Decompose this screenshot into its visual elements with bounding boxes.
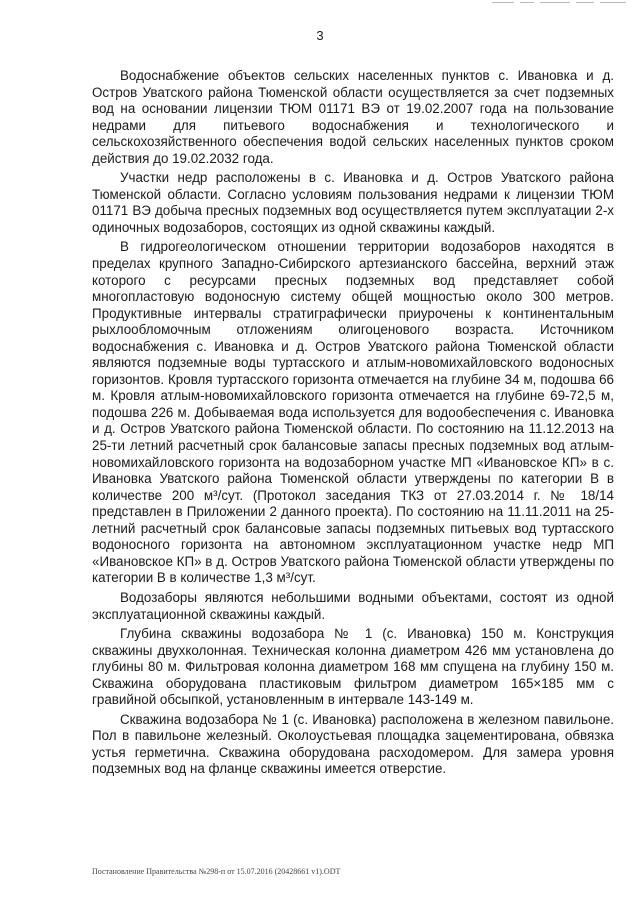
text-line: Уватского района Тюменской области утверждены по категории В в: [159, 471, 614, 487]
text-line: на глубине 69-72,5 м, подошва 226 м. Добываемая вода используется для: [92, 388, 614, 420]
text-line: представлен в Приложении 2 данного проекта). По состоянию на 11.11.2011: [92, 504, 572, 520]
text-line: диаметром 165×185 мм с гравийной обсыпкой, установленным в интервале: [92, 675, 614, 708]
text-line: сроком действия до 19.02.2032 года.: [92, 134, 614, 166]
scan-artifact: [492, 2, 626, 3]
text-line: пользование недрами для питьевого водоснабжения и технологического и: [92, 101, 614, 133]
text-line: расходомером. Для замера уровня подземных вод на фланце скважины: [92, 744, 614, 777]
document-footer: Постановление Правительства №298-п от 15.07.2016 (20428661 v1).ODT: [92, 867, 341, 876]
text-line: подземных вод на основании лицензии ТЮМ 01171 ВЭ от 19.02.2007 года на: [92, 84, 614, 117]
paragraph-hydrogeology: [92, 239, 614, 586]
paragraph-intakes: [92, 590, 614, 623]
document-body: [92, 68, 614, 778]
text-line: водоносных горизонтов. Кровля туртасского горизонта отмечается на глубине: [92, 355, 614, 387]
text-line: Скважина водозабора № 1 (с. Ивановка) расположена в железном: [120, 711, 540, 727]
text-line: В гидрогеологическом отношении территории водозаборов находятся в: [120, 239, 614, 255]
text-line: рыхлообломочным отложениям олигоценового возраста. Источником: [92, 322, 614, 338]
text-line: Участки недр расположены в с. Ивановка и д. Остров Уватского района: [120, 170, 614, 186]
text-line: одной эксплуатационной скважины каждый.: [92, 589, 614, 622]
paragraph-subsoil-plots: [92, 170, 614, 236]
text-line: этаж которого с ресурсами пресных подземных вод представляет собой: [92, 256, 614, 288]
text-line: 34 м, подошва 66 м. Кровля атлым-новомихайловского горизонта отмечается: [92, 371, 614, 404]
text-line: многопластовую водоносную систему общей мощностью около 300 метров.: [92, 289, 614, 305]
text-line: недр МП «Ивановское КП» в д. Остров Уватского района Тюменской области: [92, 537, 614, 569]
text-line: количестве 200 м³/сут. (Протокол заседания ТКЗ от 27.03.2014 г. № 18/14: [92, 487, 614, 503]
text-line: на 25-летний расчетный срок балансовые запасы подземных питьевых вод: [92, 504, 614, 536]
text-line: области. По состоянию на 11.12.2013 на 25-ти летний расчетный срок: [92, 421, 614, 454]
paragraph-well-depth: [92, 626, 614, 709]
text-line: 143-149 м.: [407, 692, 474, 708]
text-line: водообеспечения с. Ивановка и д. Остров Уватского района Тюменской: [92, 404, 614, 437]
text-line: имеется отверстие.: [324, 761, 447, 777]
text-line: зацементирована, обвязка устья герметична. Скважина оборудована: [92, 728, 614, 760]
text-line: Тюменской области. Согласно условиям пользования недрами к лицензии: [92, 186, 575, 202]
page-number: 3: [316, 28, 324, 43]
text-line: водоснабжения с. Ивановка и д. Остров Уватского района Тюменской области: [92, 338, 614, 354]
paragraph-well-pavilion: [92, 712, 614, 778]
text-line: сельскохозяйственного обеспечения водой сельских населенных пунктов: [92, 134, 564, 150]
text-line: спущена на глубину 150 м. Скважина оборудована пластиковым фильтром: [92, 659, 615, 691]
text-line: эксплуатации 2-х одиночных водозаборов, состоящих из одной скважины: [92, 203, 614, 235]
text-line: Продуктивные интервалы стратиграфически приурочены к континентальным: [92, 305, 614, 321]
paragraph-water-supply: [92, 68, 614, 167]
text-line: утверждены по категории В в количестве 1,3 м³/сут.: [92, 553, 614, 586]
text-line: балансовые запасы пресных подземных вод атлым-новомихайловского: [92, 438, 614, 470]
text-line: горизонта на водозаборном участке МП «Ивановское КП» в с. Ивановка: [92, 454, 614, 487]
text-line: установлена до глубины 80 м. Фильтровая колонна диаметром 168 мм: [92, 642, 614, 675]
text-line: ТЮМ 01171 ВЭ добыча пресных подземных вод осуществляется путем: [92, 186, 614, 219]
text-line: павильоне. Пол в павильоне железный. Околоустьевая площадка: [92, 711, 614, 744]
text-line: Водоснабжение объектов сельских населенных пунктов с. Ивановка и: [120, 68, 594, 83]
text-line: являются подземные воды туртасского и атлым-новомихайловского: [92, 355, 533, 371]
text-line: скважины двухколонная. Техническая колонна диаметром 426 мм: [92, 642, 511, 658]
text-line: Глубина скважины водозабора № 1 (с. Ивановка) 150 м. Конструкция: [120, 626, 614, 642]
text-line: д. Остров Уватского района Тюменской области осуществляется за счет: [92, 68, 614, 100]
text-line: туртасского водоносного горизонта на автономном эксплуатационном участке: [92, 520, 614, 553]
text-line: пределах крупного Западно-Сибирского артезианского бассейна, верхний: [92, 256, 577, 272]
text-line: Водозаборы являются небольшими водными объектами, состоят из: [120, 589, 569, 605]
text-line: каждый.: [443, 219, 496, 235]
